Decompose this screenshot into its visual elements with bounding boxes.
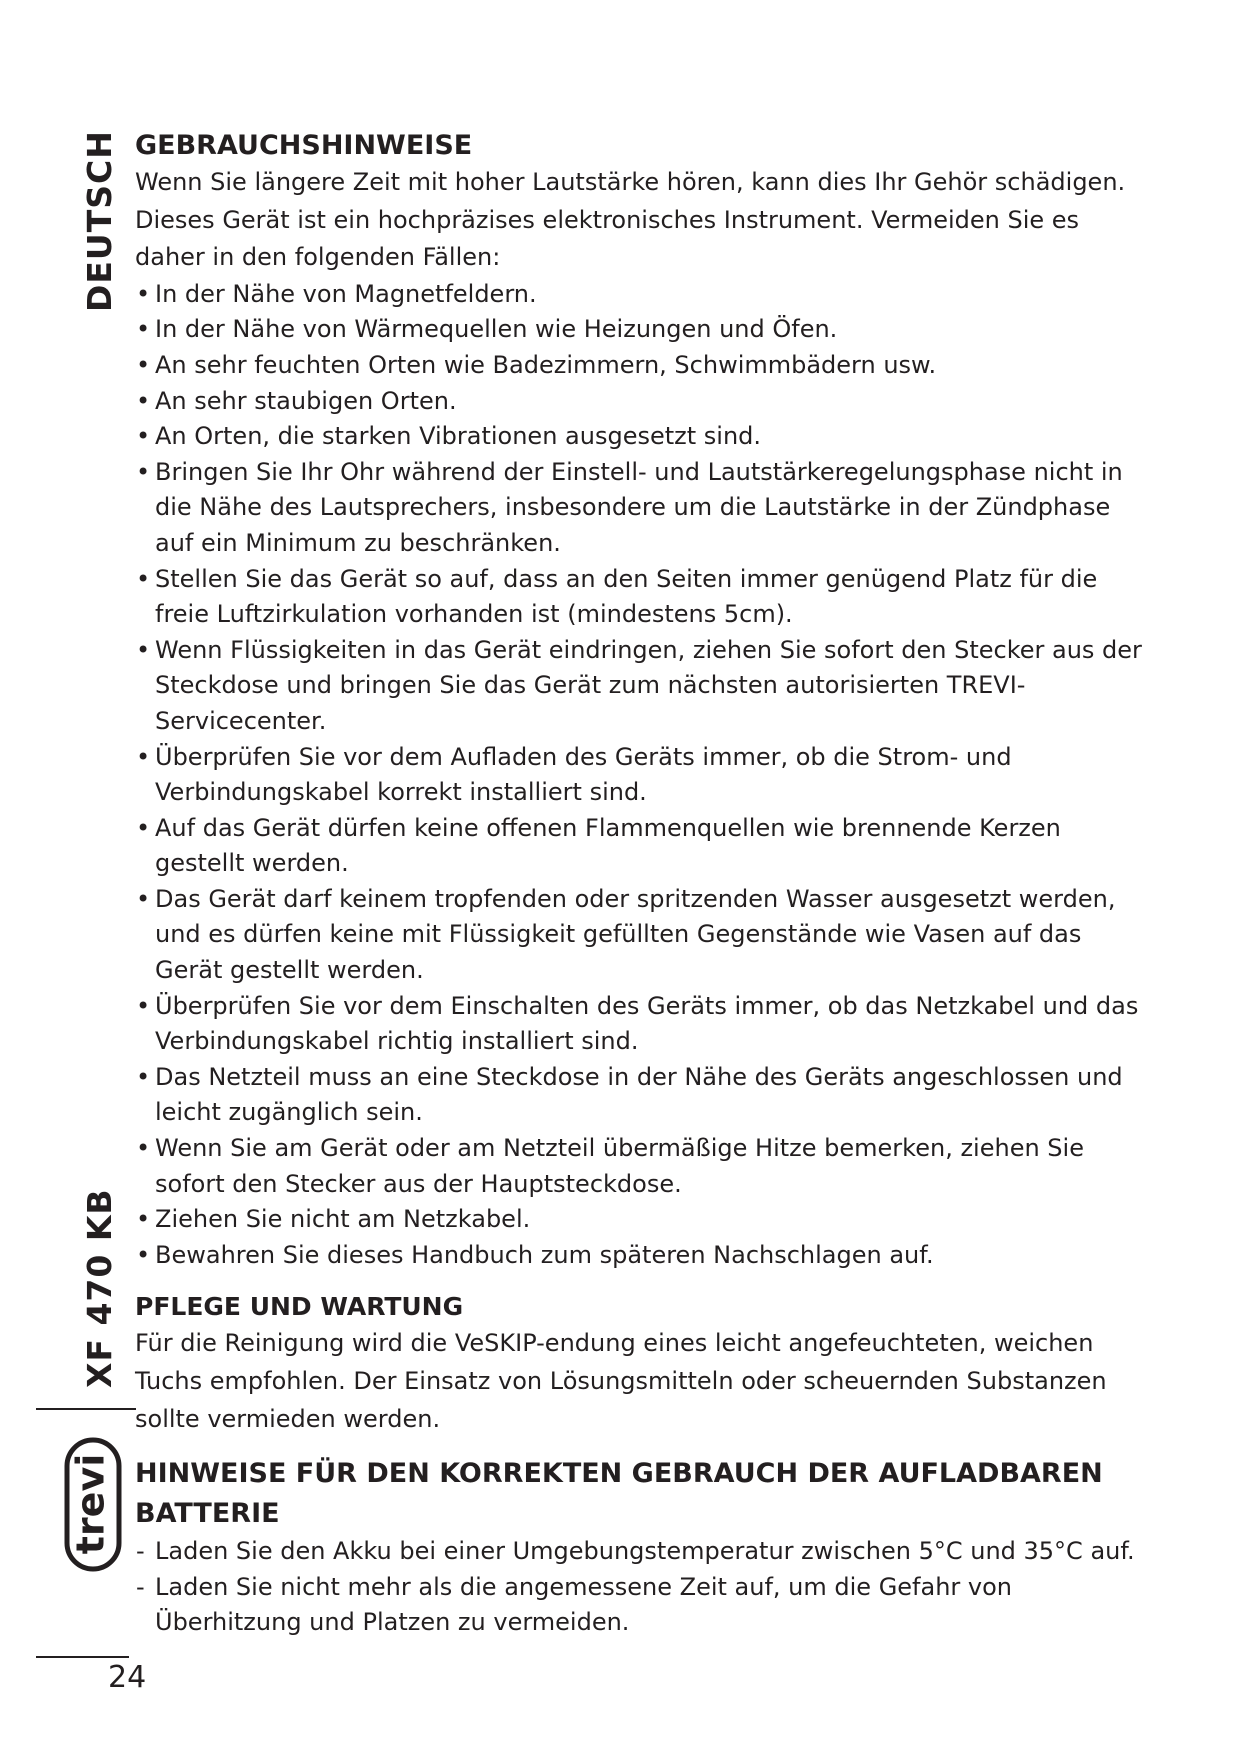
trevi-logo-icon bbox=[64, 1437, 122, 1572]
usage-intro-2: Dieses Gerät ist ein hochpräzises elektronisches Instrument. Vermeiden Sie es daher in den folgenden Fällen: bbox=[135, 205, 1080, 272]
usage-list bbox=[135, 277, 1155, 1274]
footer-divider bbox=[36, 1656, 129, 1658]
list-item: • Überprüfen Sie vor dem Einschalten des Geräts immer, ob das Netzkabel und das Verbindungskabel richtig installiert sind. bbox=[135, 989, 1155, 1060]
list-item: • An sehr staubigen Orten. bbox=[135, 384, 1155, 420]
list-item: • In der Nähe von Magnetfeldern. bbox=[135, 277, 1155, 313]
list-item: • Bringen Sie Ihr Ohr während der Einstell- und Lautstärkeregelungsphase nicht in die Nähe des Lautsprechers, insbesondere um die Lautstärke in der Zündphase auf ein Minimum zu beschränken. bbox=[135, 455, 1155, 562]
list-item: • Auf das Gerät dürfen keine offenen Flammenquellen wie brennende Kerzen gestellt werden. bbox=[135, 811, 1155, 882]
usage-title: GEBRAUCHSHINWEISE bbox=[135, 130, 473, 161]
list-item: • Das Netzteil muss an eine Steckdose in der Nähe des Geräts angeschlossen und leicht zugänglich sein. bbox=[135, 1060, 1155, 1131]
list-item: • Wenn Flüssigkeiten in das Gerät eindringen, ziehen Sie sofort den Stecker aus der Steckdose und bringen Sie das Gerät zum nächsten autorisierten TREVI-Servicecenter. bbox=[135, 633, 1155, 740]
list-item: - Laden Sie nicht mehr als die angemessene Zeit auf, um die Gefahr von Überhitzung und Platzen zu vermeiden. bbox=[135, 1570, 1155, 1641]
battery-title: HINWEISE FÜR DEN KORREKTEN GEBRAUCH DER AUFLADBAREN BATTERIE bbox=[135, 1458, 1103, 1530]
list-item: • In der Nähe von Wärmequellen wie Heizungen und Öfen. bbox=[135, 312, 1155, 348]
list-item: • Überprüfen Sie vor dem Aufladen des Geräts immer, ob die Strom- und Verbindungskabel korrekt installiert sind. bbox=[135, 740, 1155, 811]
list-item: • An Orten, die starken Vibrationen ausgesetzt sind. bbox=[135, 419, 1155, 455]
care-text: Für die Reinigung wird die VeSKIP-endung eines leicht angefeuchteten, weichen Tuchs empfohlen. Der Einsatz von Lösungsmitteln oder scheuernden Substanzen sollte vermieden werden. bbox=[135, 1329, 1107, 1433]
usage-intro-1: Wenn Sie längere Zeit mit hoher Lautstärke hören, kann dies Ihr Gehör schädigen. bbox=[135, 168, 1126, 196]
list-item: - Laden Sie den Akku bei einer Umgebungstemperatur zwischen 5°C und 35°C auf. bbox=[135, 1534, 1155, 1570]
logo-text: trevi bbox=[68, 1453, 113, 1555]
list-item: • Bewahren Sie dieses Handbuch zum späteren Nachschlagen auf. bbox=[135, 1238, 1155, 1274]
list-item: • Wenn Sie am Gerät oder am Netzteil übermäßige Hitze bemerken, ziehen Sie sofort den Stecker aus der Hauptsteckdose. bbox=[135, 1131, 1155, 1202]
trevi-logo bbox=[64, 1437, 122, 1572]
list-item: • An sehr feuchten Orten wie Badezimmern, Schwimmbädern usw. bbox=[135, 348, 1155, 384]
page-number: 24 bbox=[108, 1660, 147, 1695]
care-title: PFLEGE UND WARTUNG bbox=[135, 1292, 464, 1322]
sidebar-divider bbox=[36, 1408, 136, 1410]
language-label: DEUTSCH bbox=[80, 130, 119, 312]
model-label: XF 470 KB bbox=[80, 1188, 119, 1388]
list-item: • Das Gerät darf keinem tropfenden oder spritzenden Wasser ausgesetzt werden, und es dürfen keine mit Flüssigkeit gefüllten Gegenstände wie Vasen auf das Gerät gestellt werden. bbox=[135, 882, 1155, 989]
battery-list bbox=[135, 1534, 1155, 1641]
list-item: • Stellen Sie das Gerät so auf, dass an den Seiten immer genügend Platz für die freie Luftzirkulation vorhanden ist (mindestens 5cm). bbox=[135, 562, 1155, 633]
main-content bbox=[135, 128, 1155, 1641]
list-item: • Ziehen Sie nicht am Netzkabel. bbox=[135, 1202, 1155, 1238]
